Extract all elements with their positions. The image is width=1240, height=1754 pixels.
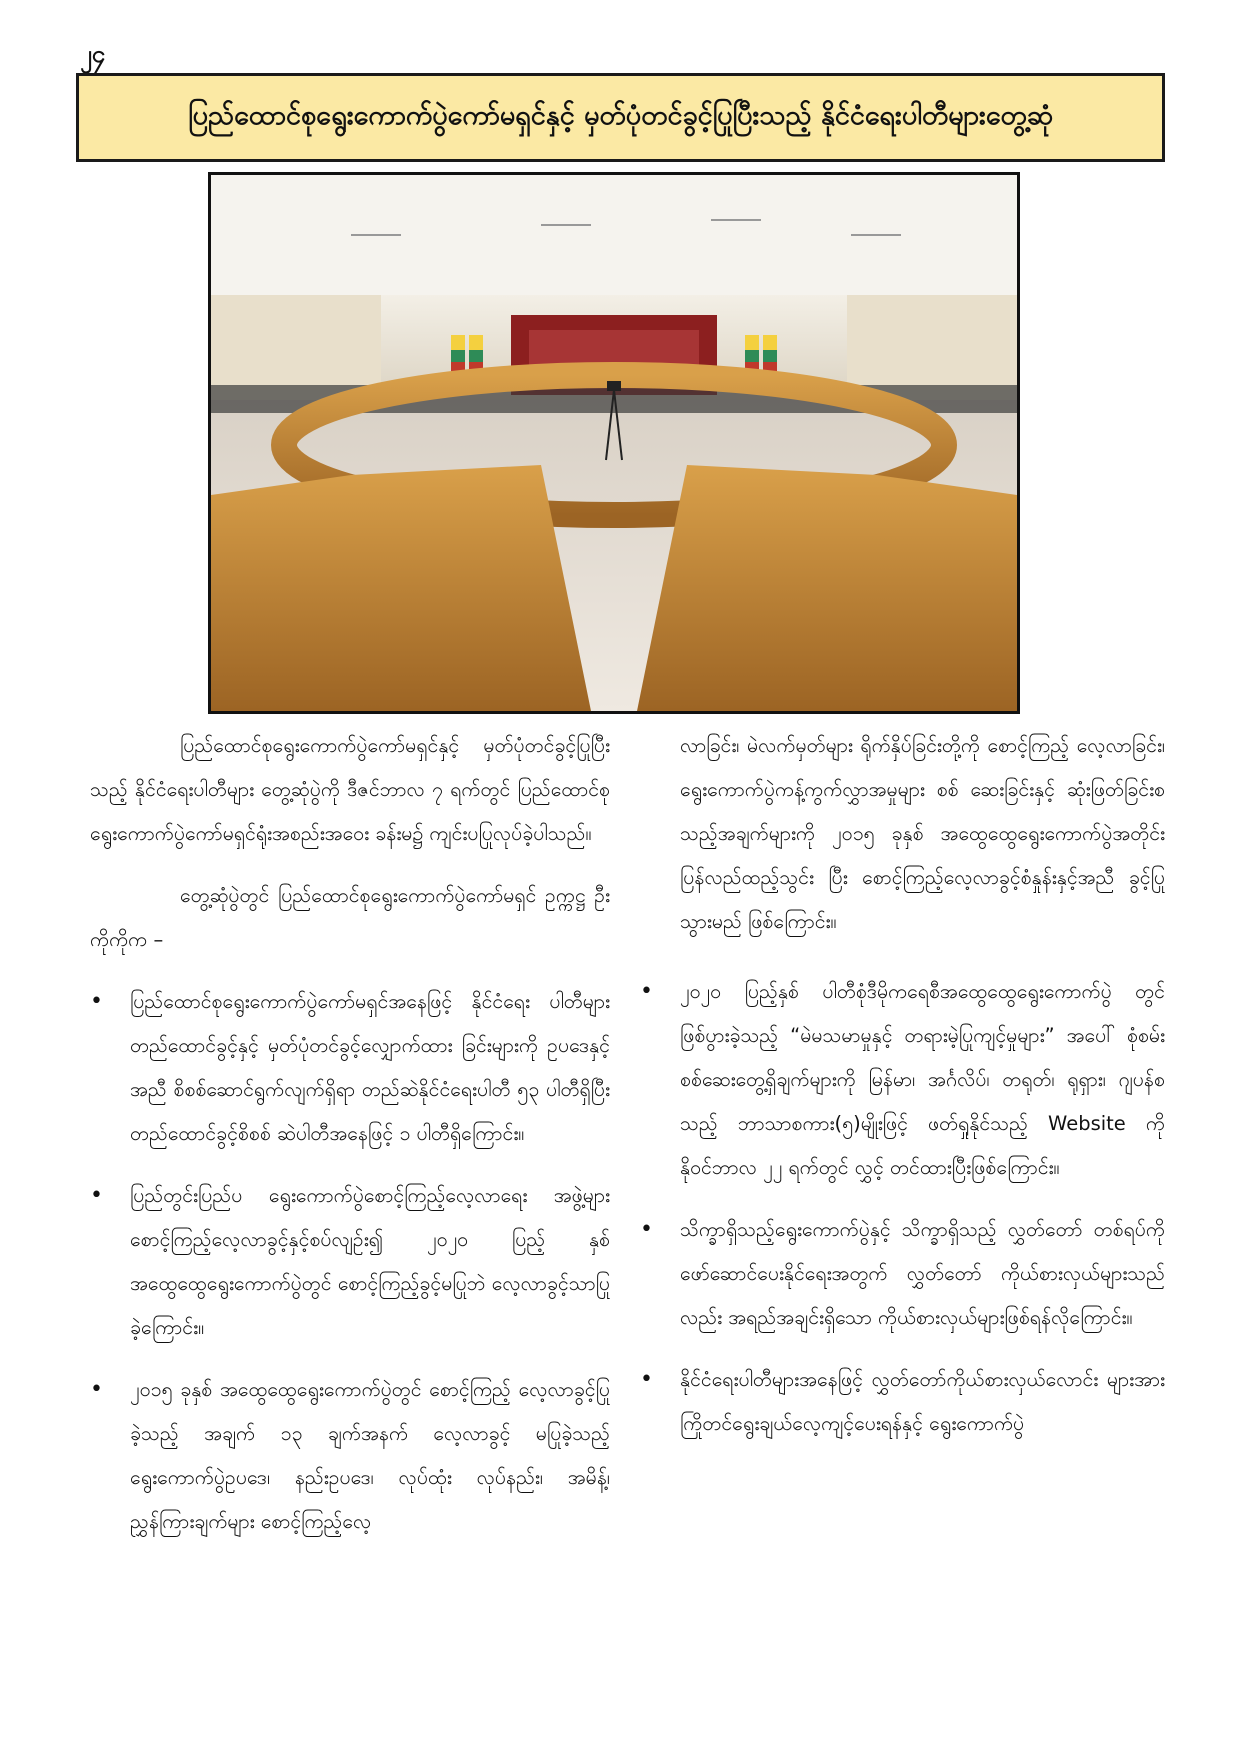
right-bullet-list: [640, 970, 1165, 1446]
left-bullet-list: [90, 980, 610, 1544]
front-desk-left: [211, 465, 591, 711]
chairman-paragraph: တွေ့ဆုံပွဲတွင် ပြည်ထောင်စုရွေးကောက်ပွဲကော်မရှင် ဥက္ကဋ္ဌ ဦးကိုကိုက –: [90, 884, 610, 951]
camera-tripod: [607, 381, 621, 391]
bullet-item: • ၂၀၁၅ ခုနှစ် အထွေထွေရွေးကောက်ပွဲတွင် စောင့်ကြည့် လေ့လာခွင့်ပြုခဲ့သည့် အချက် ၁၃ ချက်အနက် လေ့လာခွင့် မပြုခဲ့သည့် ရွေးကောက်ပွဲဥပဒေ၊ နည်းဥပဒေ၊ လုပ်ထုံး လုပ်နည်း၊ အမိန့်၊ ညွှန်ကြားချက်များ စောင့်ကြည့်လေ့: [90, 1368, 610, 1544]
bullet-item: • နိုင်ငံရေးပါတီများအနေဖြင့် လွှတ်တော်ကိုယ်စားလှယ်လောင်း များအား ကြိုတင်ရွေးချယ်လေ့ကျင့်ပေးရန်နှင့် ရွေးကောက်ပွဲ: [640, 1358, 1165, 1446]
front-desk-right: [637, 465, 1017, 711]
title-banner: [76, 73, 1165, 162]
page-number: ၂၄: [80, 40, 106, 68]
bullet-item: • သိက္ခာရှိသည့်ရွေးကောက်ပွဲနှင့် သိက္ခာရှိသည့် လွှတ်တော် တစ်ရပ်ကို ဖော်ဆောင်ပေးနိုင်ရေးအတွက် လွှတ်တော် ကိုယ်စားလှယ်များသည်လည်း အရည်အချင်းရှိသော ကိုယ်စားလှယ်များဖြစ်ရန်လိုကြောင်း။: [640, 1208, 1165, 1340]
meeting-hall-image: [211, 175, 1017, 711]
intro-paragraph: ပြည်ထောင်စုရွေးကောက်ပွဲကော်မရှင်နှင့် မှတ်ပုံတင်ခွင့်ပြုပြီးသည့် နိုင်ငံရေးပါတီများ တွေ့ဆုံပွဲကို ဒီဇင်ဘာလ ၇ ရက်တွင် ပြည်ထောင်စုရွေးကောက်ပွဲကော်မရှင်ရုံးအစည်းအဝေး ခန်းမ၌ ကျင်းပပြုလုပ်ခဲ့ပါသည်။: [90, 734, 610, 845]
bullet-item: • ၂၀၂၀ ပြည့်နှစ် ပါတီစုံဒီမိုကရေစီအထွေထွေရွေးကောက်ပွဲ တွင် ဖြစ်ပွားခဲ့သည့် “မဲမသမာမှုနှင့် တရားမဲ့ပြုကျင့်မှုများ” အပေါ် စုံစမ်းစစ်ဆေးတွေ့ရှိချက်များကို မြန်မာ၊ အင်္ဂလိပ်၊ တရုတ်၊ ရုရှား၊ ဂျပန်စသည့် ဘာသာစကား(၅)မျိုးဖြင့် ဖတ်ရှုနိုင်သည့် Website ကို နိုဝင်ဘာလ ၂၂ ရက်တွင် လွှင့် တင်ထားပြီးဖြစ်ကြောင်း။: [640, 970, 1165, 1190]
bullet-item: • ပြည်ထောင်စုရွေးကောက်ပွဲကော်မရှင်အနေဖြင့် နိုင်ငံရေး ပါတီများတည်ထောင်ခွင့်နှင့် မှတ်ပုံတင်ခွင့်လျှောက်ထား ခြင်းများကို ဥပဒေနှင့်အညီ စိစစ်ဆောင်ရွက်လျက်ရှိရာ တည်ဆဲနိုင်ငံရေးပါတီ ၅၃ ပါတီရှိပြီး တည်ထောင်ခွင့်စိစစ် ဆဲပါတီအနေဖြင့် ၁ ပါတီရှိကြောင်း။: [90, 980, 610, 1156]
meeting-hall-photo: [208, 172, 1020, 714]
bullet-item: • ပြည်တွင်းပြည်ပ ရွေးကောက်ပွဲစောင့်ကြည့်လေ့လာရေး အဖွဲ့များ စောင့်ကြည့်လေ့လာခွင့်နှင့်စပ်လျဉ်း၍ ၂၀၂၀ ပြည့် နှစ် အထွေထွေရွေးကောက်ပွဲတွင် စောင့်ကြည့်ခွင့်မပြုဘဲ လေ့လာခွင့်သာပြုခဲ့ကြောင်း။: [90, 1174, 610, 1350]
page-title: ပြည်ထောင်စုရွေးကောက်ပွဲကော်မရှင်နှင့် မှတ်ပုံတင်ခွင့်ပြုပြီးသည့် နိုင်ငံရေးပါတီများတွေ့ဆုံ: [188, 99, 1053, 131]
left-column: [90, 724, 610, 1544]
right-column: [640, 724, 1165, 1446]
continuation-paragraph: လာခြင်း၊ မဲလက်မှတ်များ ရိုက်နှိပ်ခြင်းတို့ကို စောင့်ကြည့် လေ့လာခြင်း၊ ရွေးကောက်ပွဲကန့်ကွက်လွှာအမှုများ စစ် ဆေးခြင်းနှင့် ဆုံးဖြတ်ခြင်းစသည့်အချက်များကို ၂၀၁၅ ခုနှစ် အထွေထွေရွေးကောက်ပွဲအတိုင်း ပြန်လည်ထည့်သွင်း ပြီး စောင့်ကြည့်လေ့လာခွင့်စံနှုန်းနှင့်အညီ ခွင့်ပြုသွားမည် ဖြစ်ကြောင်း။: [680, 734, 1165, 933]
